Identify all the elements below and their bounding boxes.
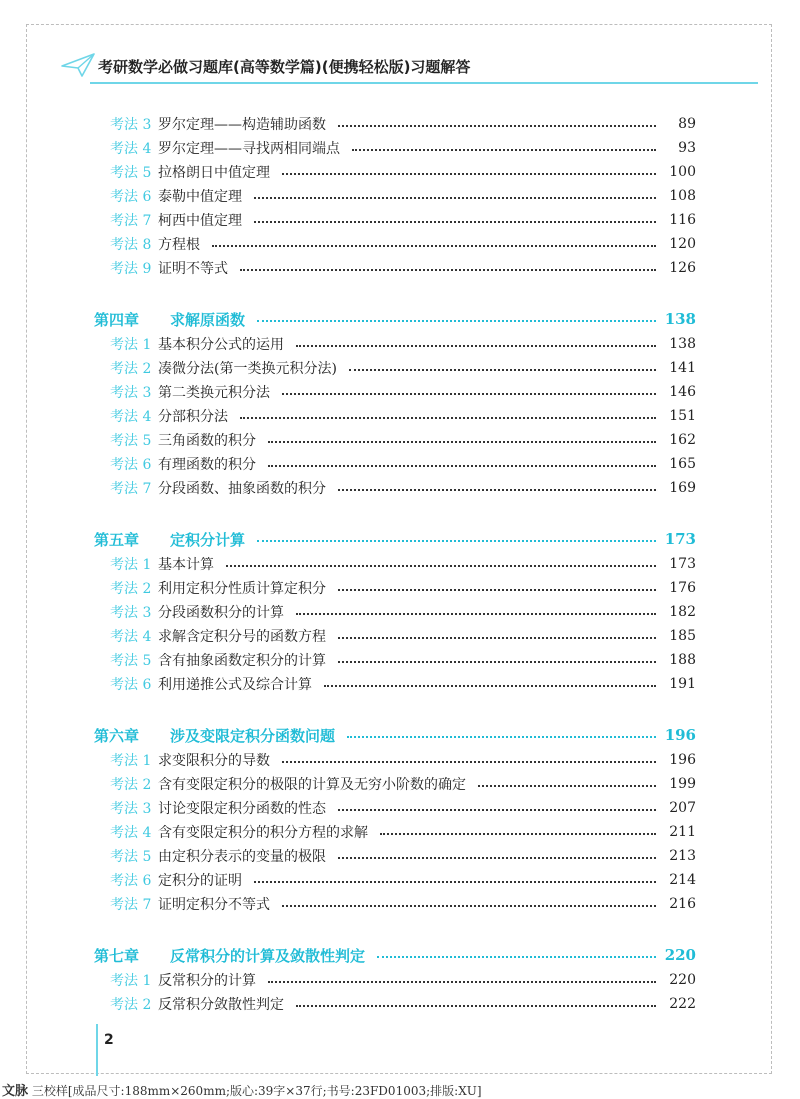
entry-title: 拉格朗日中值定理 — [158, 165, 270, 181]
dot-leader — [338, 125, 656, 127]
toc-entry[interactable] — [94, 256, 696, 280]
toc-entry[interactable] — [94, 796, 696, 820]
entry-page: 116 — [669, 212, 696, 228]
dot-leader — [347, 736, 656, 738]
dot-leader — [478, 785, 656, 787]
entry-title: 定积分的证明 — [158, 873, 242, 889]
entry-label: 考法 3 — [110, 117, 152, 133]
toc-entry[interactable] — [94, 748, 696, 772]
entry-label: 考法 5 — [110, 433, 152, 449]
chapter-entry[interactable] — [94, 526, 696, 552]
toc-entry[interactable] — [94, 600, 696, 624]
dot-leader — [268, 981, 656, 983]
entry-page: 141 — [669, 360, 696, 376]
dot-leader — [212, 245, 656, 247]
entry-label: 考法 2 — [110, 777, 152, 793]
dot-leader — [338, 589, 656, 591]
entry-title: 反常积分的计算及敛散性判定 — [170, 946, 366, 965]
entry-label: 考法 6 — [110, 189, 152, 205]
entry-page: 100 — [669, 164, 696, 180]
entry-label: 考法 5 — [110, 849, 152, 865]
entry-title: 讨论变限定积分函数的性态 — [158, 801, 326, 817]
dot-leader — [338, 489, 656, 491]
entry-title: 含有变限定积分的积分方程的求解 — [158, 825, 368, 841]
toc-entry[interactable] — [94, 576, 696, 600]
entry-label: 考法 6 — [110, 457, 152, 473]
dot-leader — [282, 905, 656, 907]
toc-entry[interactable] — [94, 992, 696, 1016]
toc-entry[interactable] — [94, 648, 696, 672]
toc-entry[interactable] — [94, 356, 696, 380]
entry-page: 220 — [664, 946, 696, 964]
paper-plane-icon — [60, 50, 100, 80]
toc-entry[interactable] — [94, 112, 696, 136]
entry-title: 涉及变限定积分函数问题 — [170, 726, 336, 745]
header-rule — [90, 82, 758, 84]
dot-leader — [282, 761, 656, 763]
dot-leader — [338, 809, 656, 811]
entry-title: 求解原函数 — [170, 310, 246, 329]
entry-page: 173 — [669, 556, 696, 572]
dot-leader — [338, 661, 656, 663]
entry-title: 证明不等式 — [158, 261, 228, 277]
dot-leader — [257, 320, 656, 322]
entry-page: 126 — [669, 260, 696, 276]
entry-label: 考法 2 — [110, 581, 152, 597]
entry-label: 考法 3 — [110, 801, 152, 817]
toc-entry[interactable] — [94, 184, 696, 208]
entry-title: 利用递推公式及综合计算 — [158, 677, 312, 693]
dot-leader — [352, 149, 656, 151]
entry-page: 216 — [669, 896, 696, 912]
chapter-entry[interactable] — [94, 942, 696, 968]
entry-page: 162 — [669, 432, 696, 448]
entry-title: 罗尔定理——构造辅助函数 — [158, 117, 326, 133]
toc-entry[interactable] — [94, 820, 696, 844]
toc-entry[interactable] — [94, 868, 696, 892]
entry-page: 89 — [678, 116, 696, 132]
entry-page: 185 — [669, 628, 696, 644]
page-header — [60, 50, 760, 86]
entry-page: 222 — [669, 996, 696, 1012]
entry-label: 考法 3 — [110, 385, 152, 401]
entry-page: 188 — [669, 652, 696, 668]
dot-leader — [296, 345, 656, 347]
entry-title: 基本积分公式的运用 — [158, 337, 284, 353]
entry-label: 考法 1 — [110, 337, 152, 353]
entry-title: 有理函数的积分 — [158, 457, 256, 473]
entry-title: 分段函数积分的计算 — [158, 605, 284, 621]
toc-entry[interactable] — [94, 380, 696, 404]
entry-title: 凑微分法(第一类换元积分法) — [158, 361, 337, 377]
entry-title: 求变限积分的导数 — [158, 753, 270, 769]
footer-spec: 三校样[成品尺寸:188mm×260mm;版心:39字×37行;书号:23FD01003;排版:XU] — [31, 1084, 482, 1098]
entry-title: 含有抽象函数定积分的计算 — [158, 653, 326, 669]
dot-leader — [254, 221, 656, 223]
entry-title: 泰勒中值定理 — [158, 189, 242, 205]
entry-label: 第六章 — [94, 726, 140, 745]
entry-label: 考法 4 — [110, 409, 152, 425]
dot-leader — [338, 637, 656, 639]
entry-label: 考法 3 — [110, 605, 152, 621]
dot-leader — [296, 1005, 656, 1007]
entry-label: 考法 5 — [110, 165, 152, 181]
toc-entry[interactable] — [94, 968, 696, 992]
toc-entry[interactable] — [94, 452, 696, 476]
toc-entry[interactable] — [94, 844, 696, 868]
entry-page: 93 — [678, 140, 696, 156]
dot-leader — [380, 833, 656, 835]
entry-page: 207 — [669, 800, 696, 816]
entry-label: 考法 8 — [110, 237, 152, 253]
toc-entry[interactable] — [94, 136, 696, 160]
chapter-entry[interactable] — [94, 722, 696, 748]
entry-page: 182 — [669, 604, 696, 620]
toc-entry[interactable] — [94, 552, 696, 576]
entry-title: 柯西中值定理 — [158, 213, 242, 229]
toc-entry[interactable] — [94, 160, 696, 184]
entry-label: 考法 6 — [110, 873, 152, 889]
entry-title: 求解含定积分号的函数方程 — [158, 629, 326, 645]
chapter-entry[interactable] — [94, 306, 696, 332]
entry-title: 罗尔定理——寻找两相同端点 — [158, 141, 340, 157]
entry-title: 第二类换元积分法 — [158, 385, 270, 401]
entry-title: 含有变限定积分的极限的计算及无穷小阶数的确定 — [158, 777, 466, 793]
entry-title: 证明定积分不等式 — [158, 897, 270, 913]
entry-page: 191 — [669, 676, 696, 692]
toc-entry[interactable] — [94, 672, 696, 696]
book-title: 考研数学必做习题库(高等数学篇)(便携轻松版)习题解答 — [98, 58, 471, 76]
dot-leader — [268, 465, 656, 467]
entry-title: 反常积分的计算 — [158, 973, 256, 989]
dot-leader — [338, 857, 656, 859]
toc-entry[interactable] — [94, 476, 696, 500]
entry-page: 176 — [669, 580, 696, 596]
entry-label: 考法 4 — [110, 629, 152, 645]
entry-label: 第四章 — [94, 310, 140, 329]
entry-title: 利用定积分性质计算定积分 — [158, 581, 326, 597]
dot-leader — [296, 613, 656, 615]
table-of-contents — [94, 112, 696, 1016]
entry-label: 考法 9 — [110, 261, 152, 277]
print-footer — [2, 1080, 482, 1099]
dot-leader — [240, 417, 656, 419]
dot-leader — [377, 956, 656, 958]
entry-label: 考法 6 — [110, 677, 152, 693]
dot-leader — [254, 881, 656, 883]
entry-title: 反常积分敛散性判定 — [158, 997, 284, 1013]
entry-label: 考法 7 — [110, 481, 152, 497]
entry-page: 165 — [669, 456, 696, 472]
dot-leader — [240, 269, 656, 271]
entry-label: 考法 1 — [110, 557, 152, 573]
entry-title: 基本计算 — [158, 557, 214, 573]
entry-page: 220 — [669, 972, 696, 988]
dot-leader — [268, 441, 656, 443]
dot-leader — [282, 393, 656, 395]
dot-leader — [324, 685, 656, 687]
entry-label: 考法 2 — [110, 997, 152, 1013]
entry-title: 由定积分表示的变量的极限 — [158, 849, 326, 865]
toc-entry[interactable] — [94, 404, 696, 428]
entry-label: 考法 1 — [110, 973, 152, 989]
entry-title: 三角函数的积分 — [158, 433, 256, 449]
dot-leader — [226, 565, 656, 567]
entry-title: 分部积分法 — [158, 409, 228, 425]
page-number: 2 — [104, 1032, 114, 1048]
toc-entry[interactable] — [94, 772, 696, 796]
entry-label: 考法 4 — [110, 825, 152, 841]
entry-label: 考法 7 — [110, 213, 152, 229]
entry-label: 第五章 — [94, 530, 140, 549]
entry-page: 211 — [669, 824, 696, 840]
toc-entry[interactable] — [94, 624, 696, 648]
dot-leader — [282, 173, 656, 175]
entry-page: 138 — [664, 310, 696, 328]
entry-label: 考法 4 — [110, 141, 152, 157]
toc-entry[interactable] — [94, 332, 696, 356]
entry-page: 169 — [669, 480, 696, 496]
entry-page: 173 — [664, 530, 696, 548]
entry-page: 146 — [669, 384, 696, 400]
entry-page: 108 — [669, 188, 696, 204]
toc-entry[interactable] — [94, 208, 696, 232]
entry-title: 方程根 — [158, 237, 200, 253]
side-accent-line — [96, 1024, 98, 1076]
entry-label: 第七章 — [94, 946, 140, 965]
entry-label: 考法 5 — [110, 653, 152, 669]
toc-entry[interactable] — [94, 232, 696, 256]
entry-page: 196 — [669, 752, 696, 768]
entry-page: 120 — [669, 236, 696, 252]
entry-label: 考法 7 — [110, 897, 152, 913]
entry-page: 196 — [664, 726, 696, 744]
entry-page: 214 — [669, 872, 696, 888]
dot-leader — [349, 369, 656, 371]
dot-leader — [254, 197, 656, 199]
entry-page: 151 — [669, 408, 696, 424]
toc-entry[interactable] — [94, 892, 696, 916]
dot-leader — [257, 540, 656, 542]
entry-label: 考法 1 — [110, 753, 152, 769]
entry-title: 定积分计算 — [170, 530, 246, 549]
entry-page: 199 — [669, 776, 696, 792]
entry-page: 213 — [669, 848, 696, 864]
entry-page: 138 — [669, 336, 696, 352]
toc-entry[interactable] — [94, 428, 696, 452]
footer-brand: 文脉 — [2, 1084, 29, 1099]
entry-label: 考法 2 — [110, 361, 152, 377]
entry-title: 分段函数、抽象函数的积分 — [158, 481, 326, 497]
